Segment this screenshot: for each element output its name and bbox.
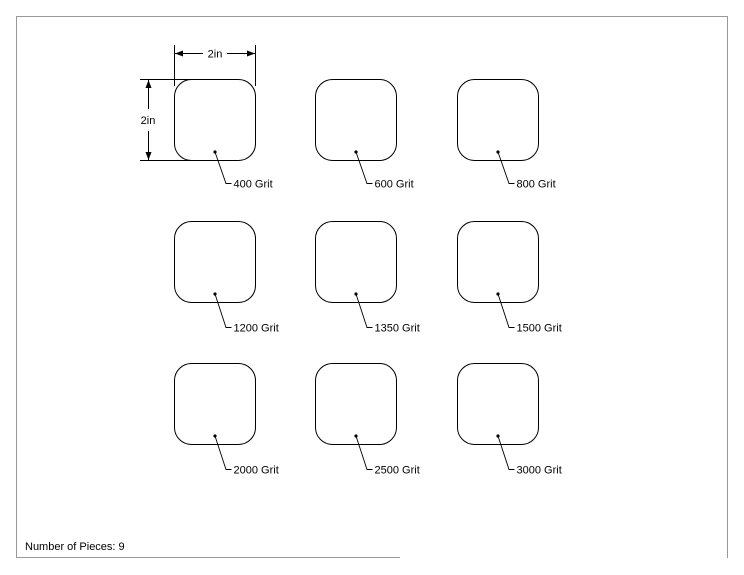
piece-2	[316, 80, 414, 191]
height-arrow-bottom	[146, 152, 152, 160]
piece-leader-line	[356, 436, 373, 470]
piece-leader-line	[498, 436, 515, 470]
piece-label: 800 Grit	[516, 178, 556, 191]
piece-9	[458, 364, 562, 477]
piece-outline	[316, 222, 397, 303]
height-arrow-top	[146, 80, 152, 88]
piece-outline	[458, 222, 539, 303]
piece-leader-line	[498, 294, 515, 328]
piece-6	[458, 222, 562, 335]
piece-leader-line	[356, 294, 373, 328]
piece-leader-line	[356, 152, 373, 184]
piece-label: 600 Grit	[374, 178, 414, 191]
piece-label: 400 Grit	[233, 178, 273, 191]
piece-5	[316, 222, 420, 335]
piece-outline	[458, 364, 539, 445]
piece-label: 2000 Grit	[233, 464, 279, 477]
piece-label: 1200 Grit	[233, 322, 279, 335]
piece-4	[175, 222, 279, 335]
piece-8	[316, 364, 420, 477]
piece-outline	[175, 80, 256, 161]
piece-1	[175, 80, 273, 191]
piece-outline	[175, 364, 256, 445]
height-dimension-label: 2in	[140, 115, 156, 127]
piece-label: 1500 Grit	[516, 322, 562, 335]
piece-leader-line	[498, 152, 515, 184]
piece-label: 1350 Grit	[374, 322, 420, 335]
width-arrow-right	[247, 51, 255, 57]
piece-outline	[316, 80, 397, 161]
piece-outline	[316, 364, 397, 445]
width-arrow-left	[175, 51, 183, 57]
piece-outline	[175, 222, 256, 303]
piece-7	[175, 364, 279, 477]
piece-leader-line	[215, 152, 232, 184]
dimension-annotations	[140, 45, 256, 161]
piece-outline	[458, 80, 539, 161]
piece-leader-line	[215, 294, 232, 328]
piece-label: 3000 Grit	[516, 464, 562, 477]
sheet-frame	[16, 16, 728, 558]
piece-3	[458, 80, 556, 191]
piece-label: 2500 Grit	[374, 464, 420, 477]
piece-leader-line	[215, 436, 232, 470]
width-dimension-label: 2in	[207, 48, 223, 61]
piece-count-label: Number of Pieces: 9	[25, 541, 125, 553]
